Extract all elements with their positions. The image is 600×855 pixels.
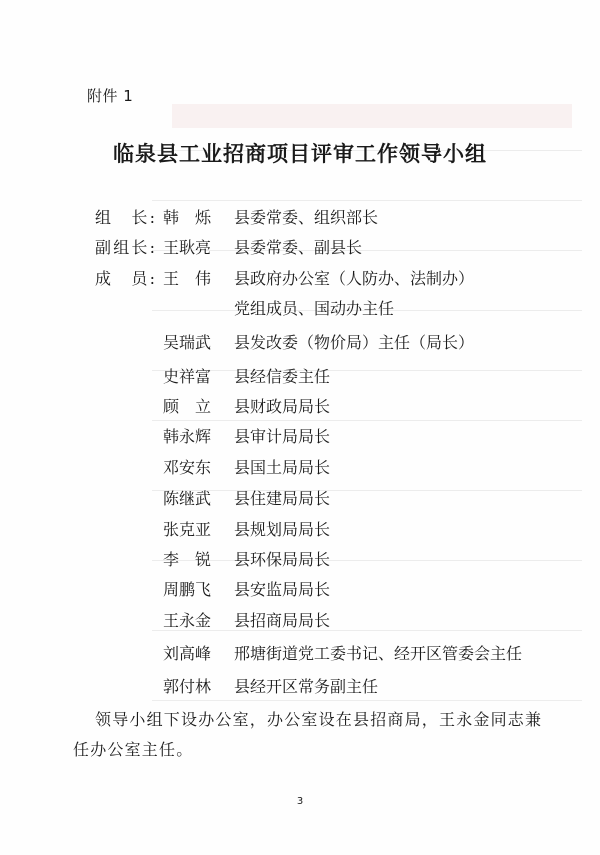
member-name: 张克亚	[163, 520, 212, 539]
member-name: 陈继武	[163, 489, 212, 508]
member-name: 周鹏飞	[163, 580, 212, 599]
leader-post: 县委常委、组织部长	[234, 208, 379, 227]
closing-paragraph-line: 任办公室主任。	[73, 740, 194, 759]
member-post: 县财政局局长	[234, 397, 331, 416]
member-post: 县国土局局长	[234, 458, 331, 477]
member-name: 顾 立	[163, 397, 212, 416]
member-name: 郭付林	[163, 677, 212, 696]
deputy-post: 县委常委、副县长	[234, 238, 363, 257]
member-post: 邢塘街道党工委书记、经开区管委会主任	[234, 644, 523, 663]
document-title: 临泉县工业招商项目评审工作领导小组	[113, 141, 487, 166]
member-name: 李 锐	[163, 550, 212, 569]
member-post: 县经开区常务副主任	[234, 677, 379, 696]
leader-name: 韩 烁	[163, 208, 212, 227]
deputy-role: 副组长:	[95, 238, 155, 257]
leader-role: 组 长:	[95, 208, 155, 227]
member-post: 县发改委（物价局）主任（局长）	[234, 333, 475, 352]
member-post: 县招商局局长	[234, 611, 331, 630]
closing-paragraph-line: 领导小组下设办公室，办公室设在县招商局，王永金同志兼	[95, 710, 543, 729]
member-post: 县安监局局长	[234, 580, 331, 599]
reverse-side-bleed	[152, 90, 582, 730]
member-name: 邓安东	[163, 458, 212, 477]
member-name: 刘高峰	[163, 644, 212, 663]
member-name: 王永金	[163, 611, 212, 630]
members-role: 成 员:	[95, 269, 155, 288]
member-post: 县政府办公室（人防办、法制办）	[234, 269, 475, 288]
member-post: 县审计局局长	[234, 427, 331, 446]
page-number: 3	[296, 796, 304, 807]
member-post: 党组成员、国动办主任	[234, 299, 395, 318]
member-name: 王 伟	[163, 269, 212, 288]
member-post: 县规划局局长	[234, 520, 331, 539]
deputy-name: 王耿亮	[163, 238, 212, 257]
member-post: 县环保局局长	[234, 550, 331, 569]
annex-label: 附件 1	[87, 87, 134, 105]
member-name: 史祥富	[163, 367, 212, 386]
member-post: 县经信委主任	[234, 367, 331, 386]
member-name: 吴瑞武	[163, 333, 212, 352]
member-name: 韩永辉	[163, 427, 212, 446]
member-post: 县住建局局长	[234, 489, 331, 508]
